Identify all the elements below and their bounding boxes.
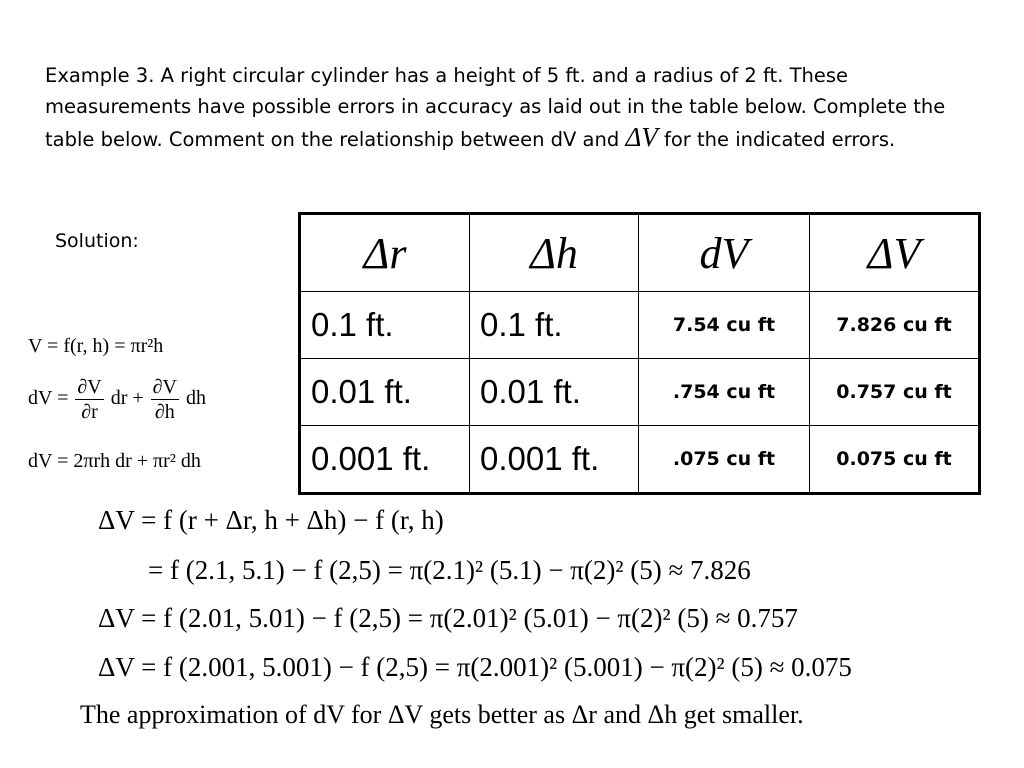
partial-v-r-denominator: ∂r	[81, 401, 98, 423]
table-row	[300, 359, 980, 426]
partial-v-h-denominator: ∂h	[154, 401, 175, 423]
cell-delta-r: 0.01 ft.	[300, 359, 470, 426]
partial-v-h-fraction	[151, 375, 179, 424]
cell-delta-r: 0.1 ft.	[300, 292, 470, 359]
partial-v-r-numerator: ∂V	[77, 376, 102, 398]
cell-delta-v: 0.757 cu ft	[810, 359, 980, 426]
results-table	[298, 212, 981, 495]
delta-v-computation-3: ΔV = f (2.001, 5.001) − f (2,5) = π(2.001)² (5.001) − π(2)² (5) ≈ 0.075	[98, 652, 852, 682]
cell-delta-v: 0.075 cu ft	[810, 426, 980, 494]
table-row	[300, 292, 980, 359]
delta-v-symbol: ΔV	[625, 122, 658, 152]
header-delta-r: Δr	[300, 214, 470, 292]
partial-v-r-fraction	[75, 375, 103, 424]
cell-delta-h: 0.01 ft.	[470, 359, 639, 426]
header-delta-v: ΔV	[810, 214, 980, 292]
dh-term: dh	[185, 387, 206, 410]
cell-dv: 7.54 cu ft	[639, 292, 810, 359]
delta-v-definition: ΔV = f (r + Δr, h + Δh) − f (r, h)	[98, 505, 444, 535]
delta-v-computation-2: ΔV = f (2.01, 5.01) − f (2,5) = π(2.01)² (5.01) − π(2)² (5) ≈ 0.757	[98, 603, 798, 633]
cell-dv: .075 cu ft	[639, 426, 810, 494]
header-delta-h: Δh	[470, 214, 639, 292]
dr-term: dr +	[110, 387, 144, 410]
problem-statement	[45, 60, 975, 155]
solution-label: Solution:	[55, 230, 139, 252]
cell-delta-v: 7.826 cu ft	[810, 292, 980, 359]
expanded-differential-formula: dV = 2πrh dr + πr² dh	[28, 450, 201, 472]
cell-delta-h: 0.001 ft.	[470, 426, 639, 494]
table-row	[300, 426, 980, 494]
cell-delta-r: 0.001 ft.	[300, 426, 470, 494]
differential-lhs: dV =	[28, 387, 69, 410]
table-header-row	[300, 214, 980, 292]
cell-dv: .754 cu ft	[639, 359, 810, 426]
cell-delta-h: 0.1 ft.	[470, 292, 639, 359]
problem-text-after: for the indicated errors.	[663, 128, 896, 151]
delta-v-computation-1: = f (2.1, 5.1) − f (2,5) = π(2.1)² (5.1) − π(2)² (5) ≈ 7.826	[148, 555, 751, 585]
conclusion-sentence: The approximation of dV for ΔV gets better as Δr and Δh get smaller.	[80, 700, 804, 729]
partial-v-h-numerator: ∂V	[152, 376, 177, 398]
differential-formula	[28, 375, 206, 424]
problem-text-before: Example 3. A right circular cylinder has a height of 5 ft. and a radius of 2 ft. These measurements have possible errors in accuracy as laid out in the table below. Complete the table below. Comment on the relationship between dV and	[45, 64, 946, 151]
header-dv: dV	[639, 214, 810, 292]
volume-formula: V = f(r, h) = πr²h	[28, 335, 164, 357]
